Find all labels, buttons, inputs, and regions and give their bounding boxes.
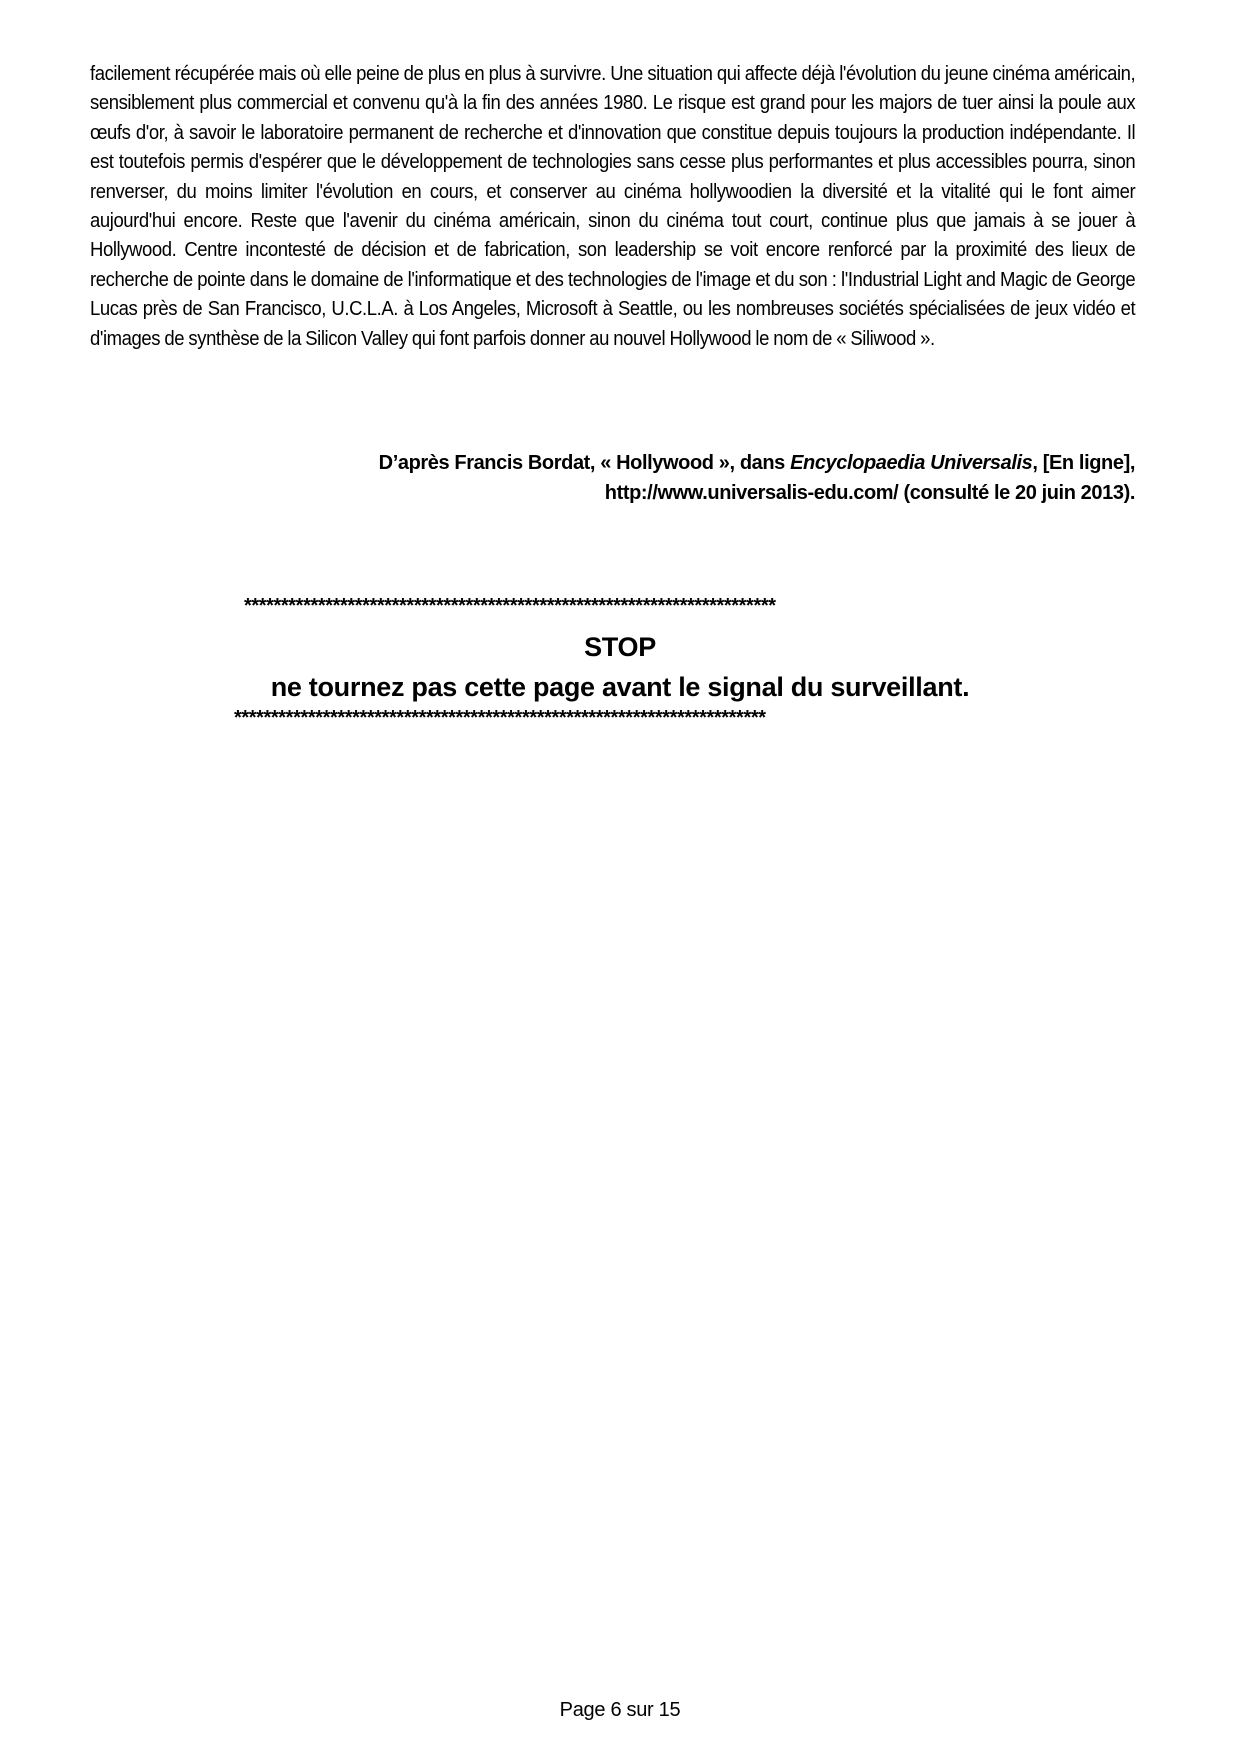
asterisk-separator-bottom: ************************************************************************: [234, 707, 766, 729]
citation-prefix: D’après Francis Bordat, « Hollywood », dans: [378, 452, 791, 474]
body-paragraph: facilement récupérée mais où elle peine de plus en plus à survivre. Une situation qui affecte déjà l'évolution du jeune cinéma américain, sensiblement plus commercial et convenu qu'à la fin des années 1980. Le risque est grand pour les majors de tuer ainsi la poule aux œufs d'or, à savoir le laboratoire permanent de recherche et d'innovation que constitue depuis toujours la production indépendante. Il est toutefois permis d'espérer que le développement de technologies sans cesse plus performantes et plus accessibles pourra, sinon renverser, du moins limiter l'évolution en cours, et conserver au cinéma hollywoodien la diversité et la vitalité qui le font aimer aujourd'hui encore. Reste que l'avenir du cinéma américain, sinon du cinéma tout court, continue plus que jamais à se jouer à Hollywood. Centre incontesté de décision et de fabrication, son leadership se voit encore renforcé par la proximité des lieux de recherche de pointe dans le domaine de l'informatique et des technologies de l'image et du son : l'Industrial Light and Magic de George Lucas près de San Francisco, U.C.L.A. à Los Angeles, Microsoft à Seattle, ou les nombreuses sociétés spécialisées de jeux vidéo et d'images de synthèse de la Silicon Valley qui font parfois donner au nouvel Hollywood le nom de « Siliwood ».: [90, 63, 1136, 350]
asterisk-separator-top: ************************************************************************: [244, 595, 776, 617]
source-citation: [379, 448, 1135, 508]
citation-line-2: http://www.universalis-edu.com/ (consulté le 20 juin 2013).: [604, 482, 1135, 504]
stop-instruction: ne tournez pas cette page avant le signal du surveillant.: [270, 672, 970, 702]
citation-source-title: Encyclopaedia Universalis: [790, 452, 1033, 474]
page-number: Page 6 sur 15: [559, 1699, 681, 1721]
stop-heading: STOP: [584, 632, 656, 662]
citation-line-1: [379, 448, 1135, 478]
citation-suffix: , [En ligne],: [1032, 452, 1135, 474]
